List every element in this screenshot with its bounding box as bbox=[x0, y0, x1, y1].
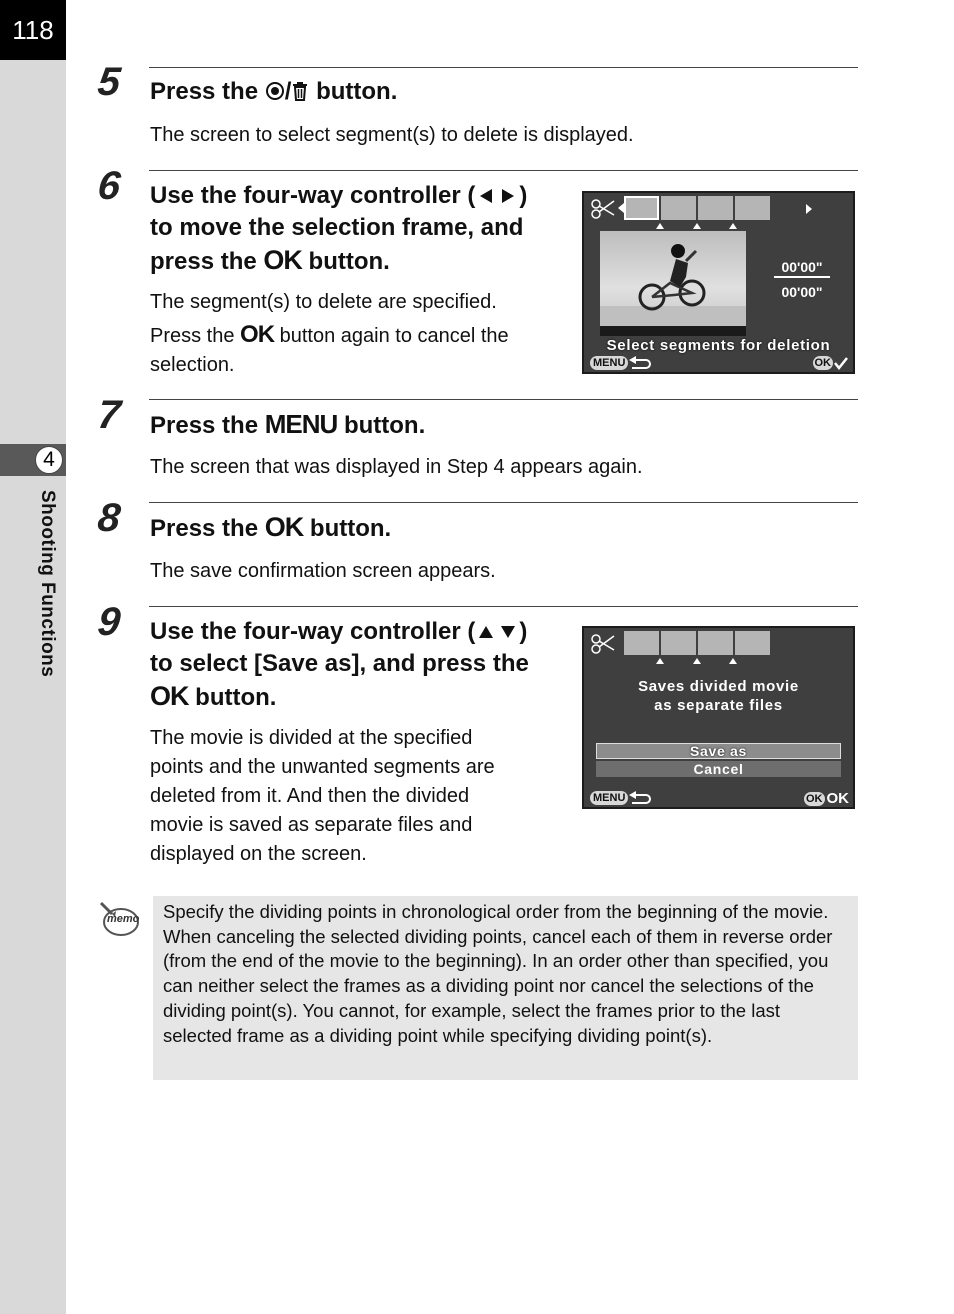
dividing-point-marker bbox=[693, 658, 701, 664]
body-text: movie is saved as separate files and bbox=[150, 814, 473, 836]
step-body bbox=[150, 288, 570, 380]
right-arrow-icon bbox=[500, 188, 516, 204]
step-divider bbox=[149, 606, 858, 607]
frame-thumbnail[interactable] bbox=[661, 196, 696, 220]
heading-text: ) bbox=[519, 182, 528, 209]
frame-strip bbox=[624, 196, 772, 220]
check-icon bbox=[833, 356, 849, 370]
step-number: 9 bbox=[95, 600, 122, 644]
heading-text: Press the bbox=[150, 412, 265, 439]
step-number: 6 bbox=[95, 164, 122, 208]
frame-thumbnail bbox=[661, 631, 696, 655]
memo-icon-label: memo bbox=[107, 913, 140, 925]
up-arrow-icon bbox=[478, 624, 494, 640]
body-text: displayed on the screen. bbox=[150, 843, 367, 865]
frame-strip bbox=[624, 631, 772, 655]
body-text: selection. bbox=[150, 354, 235, 376]
frame-thumbnail[interactable] bbox=[735, 196, 770, 220]
heading-text: Press the bbox=[150, 78, 265, 105]
right-scroll-icon bbox=[806, 204, 812, 214]
step-divider bbox=[149, 170, 858, 171]
menu-badge: MENU bbox=[590, 356, 628, 370]
dividing-point-marker bbox=[729, 658, 737, 664]
ok-glyph: OK bbox=[264, 512, 304, 542]
screen-caption: Select segments for deletion bbox=[606, 337, 831, 354]
ok-badge: OK bbox=[806, 792, 823, 805]
cancel-option[interactable]: Cancel bbox=[596, 761, 841, 777]
step-number: 7 bbox=[95, 393, 122, 437]
trash-icon bbox=[291, 81, 309, 101]
page-number: 118 bbox=[0, 0, 66, 60]
menu-back-hint bbox=[590, 356, 652, 370]
heading-text: ) bbox=[519, 618, 528, 645]
left-cursor-icon bbox=[618, 203, 624, 213]
heading-text: Use the four-way controller ( bbox=[150, 618, 476, 645]
heading-text: button. bbox=[337, 412, 426, 439]
ok-confirm-hint bbox=[813, 356, 850, 370]
step-heading bbox=[150, 76, 397, 108]
body-text: points and the unwanted segments are bbox=[150, 756, 495, 778]
frame-thumbnail bbox=[624, 631, 659, 655]
dividing-point-marker bbox=[656, 658, 664, 664]
menu-badge: MENU bbox=[590, 791, 628, 805]
start-time: 00'00" bbox=[774, 259, 830, 278]
left-arrow-icon bbox=[478, 188, 494, 204]
slash-separator: / bbox=[284, 78, 292, 105]
frame-thumbnail bbox=[698, 631, 733, 655]
save-as-option[interactable]: Save as bbox=[596, 743, 841, 759]
back-arrow-icon bbox=[628, 791, 652, 805]
heading-text: button. bbox=[303, 515, 392, 542]
frame-thumbnail bbox=[735, 631, 770, 655]
movie-preview bbox=[600, 231, 746, 326]
movie-edit-icon bbox=[590, 197, 618, 221]
step-divider bbox=[149, 67, 858, 68]
step-heading bbox=[150, 408, 425, 442]
step-number: 8 bbox=[95, 496, 122, 540]
confirm-message bbox=[584, 677, 853, 715]
memo-icon bbox=[98, 900, 140, 938]
step-heading bbox=[150, 616, 570, 714]
ok-glyph: OK bbox=[263, 245, 302, 275]
body-text: button again to cancel the bbox=[274, 325, 509, 347]
dividing-point-marker bbox=[693, 223, 701, 229]
step-body: The save confirmation screen appears. bbox=[150, 560, 496, 582]
down-arrow-icon bbox=[500, 624, 516, 640]
body-text: Press the bbox=[150, 325, 241, 347]
heading-text: button. bbox=[309, 78, 398, 105]
chapter-title: Shooting Functions bbox=[37, 490, 58, 678]
dividing-point-marker bbox=[656, 223, 664, 229]
record-icon bbox=[265, 81, 285, 101]
body-text: The movie is divided at the specified bbox=[150, 727, 473, 749]
camera-screen-save-confirm bbox=[582, 626, 855, 809]
back-arrow-icon bbox=[628, 356, 652, 370]
message-line: Saves divided movie bbox=[638, 678, 799, 695]
heading-text: Press the bbox=[150, 515, 265, 542]
ok-glyph: OK bbox=[240, 321, 275, 348]
menu-glyph: MENU bbox=[264, 409, 338, 439]
heading-text: Use the four-way controller ( bbox=[150, 182, 476, 209]
heading-text: press the bbox=[150, 248, 264, 275]
ok-glyph: OK bbox=[150, 681, 189, 711]
bmx-rider-image bbox=[600, 231, 746, 326]
step-body: The screen that was displayed in Step 4 appears again. bbox=[150, 456, 643, 478]
message-line: as separate files bbox=[654, 697, 783, 714]
menu-back-hint bbox=[590, 791, 652, 805]
step-body bbox=[150, 724, 570, 869]
dividing-point-marker bbox=[729, 223, 737, 229]
movie-edit-icon bbox=[590, 632, 618, 656]
step-divider bbox=[149, 399, 858, 400]
camera-screen-select-segments bbox=[582, 191, 855, 374]
end-time: 00'00" bbox=[781, 284, 823, 300]
step-divider bbox=[149, 502, 858, 503]
step-heading bbox=[150, 511, 391, 545]
chapter-number: 4 bbox=[35, 446, 63, 474]
heading-text: to move the selection frame, and bbox=[150, 214, 524, 241]
body-text: The segment(s) to delete are specified. bbox=[150, 291, 497, 313]
heading-text: to select [Save as], and press the bbox=[150, 650, 529, 677]
frame-thumbnail[interactable] bbox=[698, 196, 733, 220]
frame-thumbnail[interactable] bbox=[624, 196, 659, 220]
step-number: 5 bbox=[95, 60, 122, 104]
ok-confirm-hint bbox=[804, 790, 849, 807]
heading-text: button. bbox=[301, 248, 390, 275]
step-heading bbox=[150, 180, 560, 278]
body-text: deleted from it. And then the divided bbox=[150, 785, 470, 807]
heading-text: button. bbox=[188, 684, 277, 711]
ok-badge: OK bbox=[814, 357, 831, 369]
preview-progress-bar bbox=[600, 326, 746, 336]
ok-label: OK bbox=[826, 790, 849, 807]
memo-text: Specify the dividing points in chronological order from the beginning of the movie. When canceling the selected dividing points, cancel each of them in reverse order (from the end of the movie to the beginning). In an order other than specified, you can neither select the frames as a dividing point nor cancel the selections of the dividing point(s). You cannot, for example, select the frames prior to the last selected frame as a dividing point while specifying dividing point(s). bbox=[163, 901, 833, 1046]
step-body: The screen to select segment(s) to delete is displayed. bbox=[150, 124, 634, 146]
